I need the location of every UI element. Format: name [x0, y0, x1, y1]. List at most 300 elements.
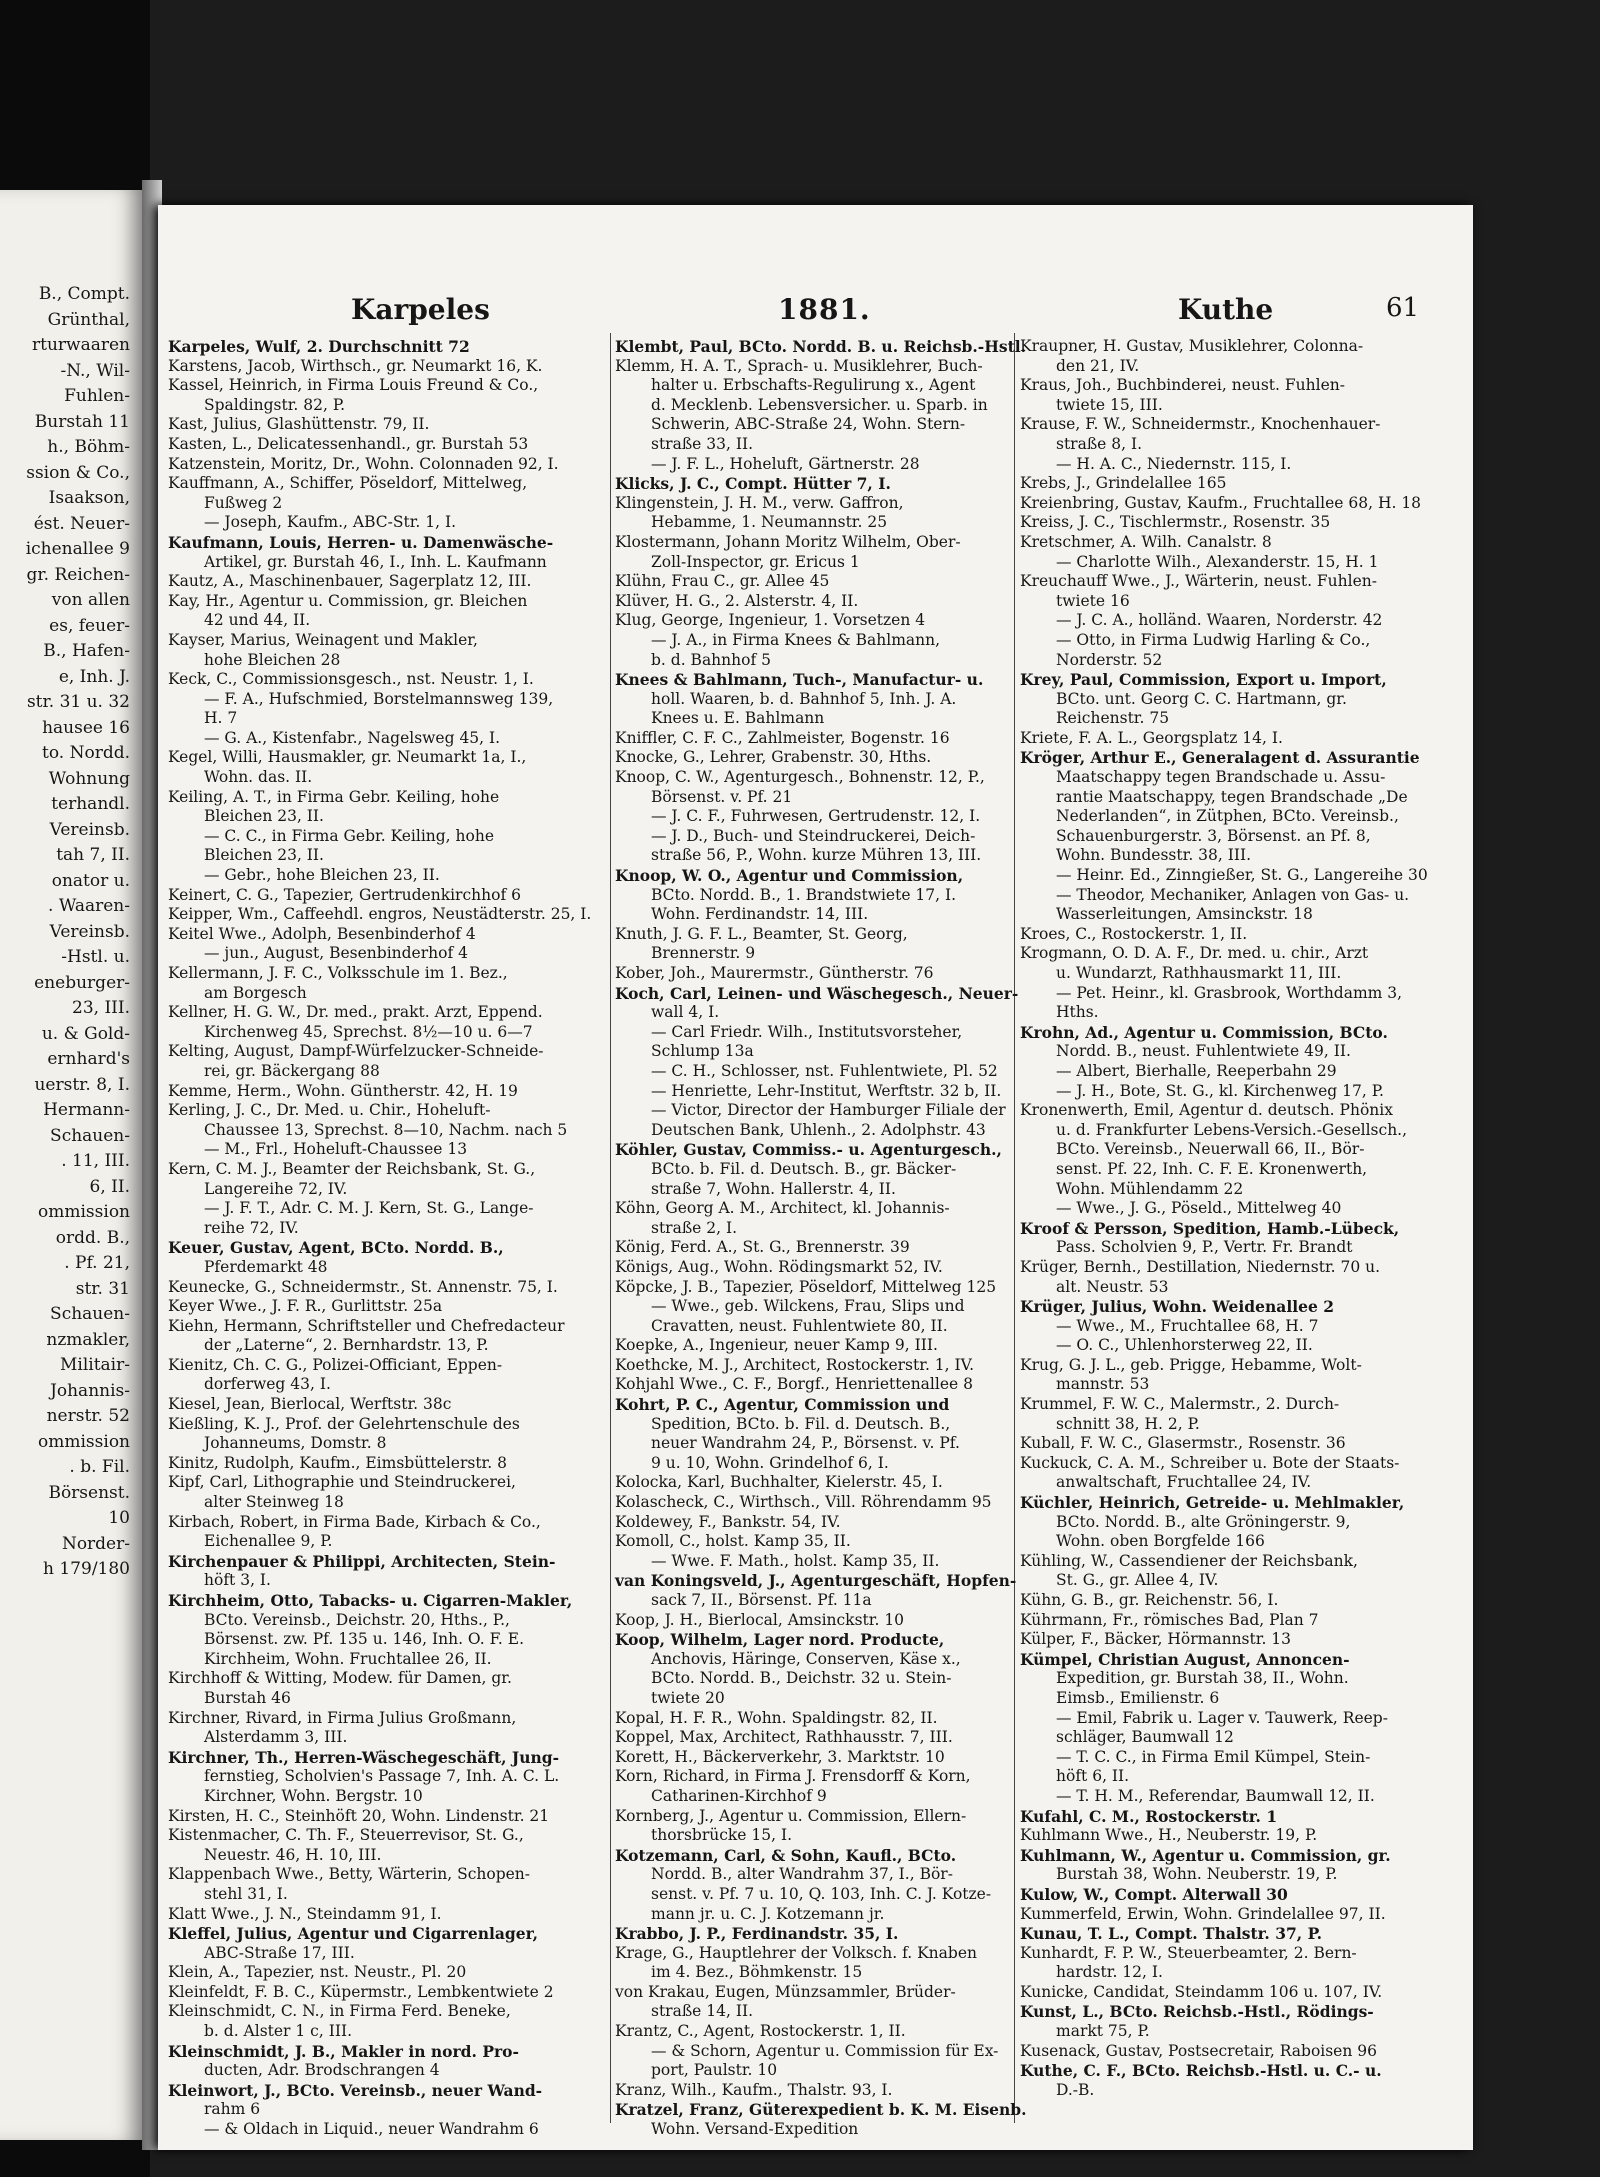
directory-entry-line: straße 2, I.: [651, 1218, 738, 1237]
directory-entry-line: — J. D., Buch- und Steindruckerei, Deich-: [651, 826, 976, 845]
left-page-fragment: to. Nordd.: [42, 743, 130, 763]
directory-entry-line: Kober, Joh., Maurermstr., Güntherstr. 76: [615, 964, 934, 982]
directory-entry-line: Kirbach, Robert, in Firma Bade, Kirbach & Co.,: [168, 1512, 541, 1531]
directory-entry-line: BCto. Vereinsb., Neuerwall 66, II., Bör-: [1056, 1140, 1365, 1159]
left-page-fragment: onator u.: [51, 870, 130, 891]
left-page-fragment: Wohnung: [48, 768, 130, 789]
header-right-catchword: Kuthe: [1178, 293, 1274, 326]
directory-entry-line: alter Steinweg 18: [204, 1493, 344, 1512]
directory-entry-line: Hths.: [1056, 1003, 1099, 1022]
directory-entry-line: b. d. Bahnhof 5: [651, 650, 771, 669]
directory-entry-line: — Wwe., J. G., Pöseld., Mittelweg 40: [1056, 1199, 1342, 1218]
directory-entry-line: Kohjahl Wwe., C. F., Borgf., Henriettenallee 8: [615, 1375, 973, 1394]
directory-entry-line: — C. C., in Firma Gebr. Keiling, hohe: [204, 826, 495, 845]
directory-entry-line: Alsterdamm 3, III.: [204, 1728, 348, 1747]
left-page-fragment: Hermann-: [43, 1100, 130, 1120]
directory-entry-line: Krantz, C., Agent, Rostockerstr. 1, II.: [615, 2022, 906, 2041]
directory-entry-line: Artikel, gr. Burstah 46, I., Inh. L. Kaufmann: [204, 552, 547, 571]
directory-entry-line: Komoll, C., holst. Kamp 35, II.: [615, 1532, 851, 1551]
left-page-fragment: Norder-: [61, 1533, 130, 1554]
left-page-fragment: . Waaren-: [48, 896, 130, 916]
directory-entry-line: Koethcke, M. J., Architect, Rostockerstr. 1, IV.: [615, 1355, 975, 1374]
directory-entry-line: Karstens, Jacob, Wirthsch., gr. Neumarkt 16, K.: [168, 356, 543, 375]
directory-entry-line: Catharinen-Kirchhof 9: [651, 1786, 827, 1805]
directory-entry-line: — G. A., Kistenfabr., Nagelsweg 45, I.: [204, 728, 501, 747]
directory-entry-line: Kießling, K. J., Prof. der Gelehrtenschule des: [168, 1414, 520, 1433]
directory-column-3: [1020, 337, 1428, 2127]
directory-entry-line: Königs, Aug., Wohn. Rödingsmarkt 52, IV.: [615, 1257, 943, 1276]
directory-entry-line: Kirchheim, Wohn. Fruchtallee 26, II.: [204, 1649, 492, 1668]
directory-entry-line: ducten, Adr. Brodschrangen 4: [204, 2061, 440, 2080]
directory-entry-line: Klembt, Paul, BCto. Nordd. B. u. Reichsb.-Hstl.: [615, 337, 1027, 356]
directory-entry-line: Kronenwerth, Emil, Agentur d. deutsch. Phönix: [1020, 1101, 1393, 1120]
header-year: 1881.: [778, 293, 871, 326]
directory-entry-line: Kreienbring, Gustav, Kaufm., Fruchtallee 68, H. 18: [1020, 493, 1422, 512]
page-header: [158, 293, 1473, 333]
directory-entry-line: — J. C. A., holländ. Waaren, Norderstr. 42: [1056, 611, 1383, 630]
left-page-fragment: rturwaaren: [32, 335, 130, 355]
left-page-fragment: -Hstl. u.: [61, 947, 130, 967]
directory-entry-line: Kuball, F. W. C., Glasermstr., Rosenstr. 36: [1020, 1434, 1346, 1453]
directory-entry-line: Koop, Wilhelm, Lager nord. Producte,: [615, 1630, 945, 1650]
directory-entry-line: Norderstr. 52: [1056, 650, 1163, 669]
header-left-catchword: Karpeles: [351, 293, 490, 326]
directory-entry-line: Krüger, Julius, Wohn. Weidenallee 2: [1020, 1297, 1335, 1317]
directory-entry-line: Keck, C., Commissionsgesch., nst. Neustr. 1, I.: [168, 670, 534, 689]
directory-entry-line: Krebs, J., Grindelallee 165: [1020, 474, 1227, 493]
directory-entry-line: den 21, IV.: [1056, 356, 1140, 375]
left-page-fragment: h 179/180: [43, 1559, 130, 1579]
directory-entry-line: van Koningsveld, J., Agenturgeschäft, Hopfen-: [615, 1571, 1017, 1591]
directory-entry-line: — H. A. C., Niedernstr. 115, I.: [1056, 454, 1292, 473]
directory-entry-line: reihe 72, IV.: [204, 1218, 299, 1237]
directory-entry-line: — J. H., Bote, St. G., kl. Kirchenweg 17, P.: [1056, 1081, 1384, 1100]
directory-entry-line: — Wwe., geb. Wilckens, Frau, Slips und: [651, 1297, 965, 1316]
left-page-fragment: B., Hafen-: [43, 641, 130, 661]
directory-entry-line: — Joseph, Kaufm., ABC-Str. 1, I.: [204, 513, 457, 532]
left-page-fragment: Schauen-: [50, 1125, 130, 1146]
directory-entry-line: höft 3, I.: [204, 1571, 271, 1590]
directory-entry-line: Kleinfeldt, F. B. C., Küpermstr., Lembkentwiete 2: [168, 1982, 554, 2001]
directory-entry-line: Kreiss, J. C., Tischlermstr., Rosenstr. 35: [1020, 513, 1331, 532]
directory-entry-line: — jun., August, Besenbinderhof 4: [204, 944, 468, 963]
left-page-fragment: ichenallee 9: [25, 539, 130, 559]
directory-entry-line: — O. C., Uhlenhorsterweg 22, II.: [1056, 1336, 1313, 1355]
directory-entry-line: Kniffler, C. F. C., Zahlmeister, Bogenstr. 16: [615, 728, 950, 747]
directory-entry-line: sack 7, II., Börsenst. Pf. 11a: [651, 1591, 872, 1609]
directory-entry-line: Wasserleitungen, Amsinckstr. 18: [1056, 905, 1313, 924]
directory-entry-line: Brennerstr. 9: [651, 944, 756, 963]
directory-entry-line: Kerling, J. C., Dr. Med. u. Chir., Hoheluft-: [168, 1101, 491, 1120]
directory-entry-line: Kinitz, Rudolph, Kaufm., Eimsbüttelerstr. 8: [168, 1453, 507, 1472]
left-page-fragment: Grünthal,: [47, 309, 130, 330]
directory-entry-line: Kraus, Joh., Buchbinderei, neust. Fuhlen-: [1020, 376, 1345, 395]
directory-entry-line: Kopal, H. F. R., Wohn. Spaldingstr. 82, II.: [615, 1708, 938, 1727]
directory-entry-line: Kiesel, Jean, Bierlocal, Werftstr. 38c: [168, 1395, 452, 1414]
directory-entry-line: — Charlotte Wilh., Alexanderstr. 15, H. 1: [1056, 552, 1379, 571]
left-page-fragment: ést. Neuer-: [33, 513, 130, 534]
directory-entry-line: schnitt 38, H. 2, P.: [1056, 1414, 1200, 1433]
left-page-fragment: Militair-: [60, 1355, 130, 1375]
directory-entry-line: Wohn. oben Borgfelde 166: [1056, 1532, 1265, 1551]
left-page-fragment: str. 31 u. 32: [26, 692, 130, 712]
directory-entry-line: Keinert, C. G., Tapezier, Gertrudenkirchhof 6: [168, 885, 521, 904]
directory-entry-line: Klemm, H. A. T., Sprach- u. Musiklehrer, Buch-: [615, 356, 983, 375]
directory-entry-line: u. d. Frankfurter Lebens-Versich.-Gesellsch.,: [1056, 1120, 1408, 1139]
directory-entry-line: Kröger, Arthur E., Generalagent d. Assurantie: [1020, 748, 1420, 768]
left-page-edge: [0, 190, 142, 2140]
directory-entry-line: — Heinr. Ed., Zinngießer, St. G., Langereihe 30: [1056, 866, 1428, 885]
directory-entry-line: Kriete, F. A. L., Georgsplatz 14, I.: [1020, 728, 1283, 747]
directory-entry-line: port, Paulstr. 10: [651, 2061, 778, 2080]
directory-entry-line: Klüver, H. G., 2. Alsterstr. 4, II.: [615, 591, 859, 610]
directory-entry-line: Keipper, Wm., Caffeehdl. engros, Neustädterstr. 25, I.: [168, 905, 592, 924]
directory-entry-line: — Wwe., M., Fruchtallee 68, H. 7: [1056, 1316, 1319, 1335]
directory-entry-line: anwaltschaft, Fruchtallee 24, IV.: [1056, 1473, 1312, 1492]
directory-entry-line: — Otto, in Firma Ludwig Harling & Co.,: [1056, 630, 1371, 649]
directory-entry-line: — J. A., in Firma Knees & Bahlmann,: [651, 630, 941, 649]
directory-entry-line: Eimsb., Emilienstr. 6: [1056, 1688, 1220, 1707]
left-page-fragment: B., Compt.: [38, 284, 130, 304]
directory-entry-line: Kellner, H. G. W., Dr. med., prakt. Arzt, Eppend.: [168, 1003, 543, 1022]
directory-entry-line: — Henriette, Lehr-Institut, Werftstr. 32 b, II.: [651, 1081, 1002, 1100]
directory-entry-line: Kulow, W., Compt. Alterwall 30: [1020, 1884, 1288, 1904]
directory-entry-line: Kroes, C., Rostockerstr. 1, II.: [1020, 924, 1248, 943]
directory-entry-line: Klostermann, Johann Moritz Wilhelm, Ober-: [615, 532, 961, 551]
directory-entry-line: hardstr. 12, I.: [1056, 1963, 1163, 1982]
directory-entry-line: Koppel, Max, Architect, Rathhausstr. 7, III.: [615, 1728, 953, 1747]
directory-entry-line: — Gebr., hohe Bleichen 23, II.: [204, 866, 440, 885]
left-page-fragment: . Pf. 21,: [64, 1253, 130, 1273]
directory-entry-line: Krummel, F. W. C., Malermstr., 2. Durch-: [1020, 1395, 1340, 1414]
directory-entry-line: Kühn, G. B., gr. Reichenstr. 56, I.: [1020, 1591, 1279, 1609]
directory-entry-line: Knoop, C. W., Agenturgesch., Bohnenstr. 12, P.,: [615, 768, 985, 787]
page-number: 61: [1386, 293, 1420, 323]
directory-column-2: [615, 337, 1027, 2139]
directory-entry-line: Kast, Julius, Glashüttenstr. 79, II.: [168, 415, 430, 434]
directory-entry-line: Kuhlmann Wwe., H., Neuberstr. 19, P.: [1020, 1826, 1318, 1845]
directory-entry-line: Krause, F. W., Schneidermstr., Knochenhauer-: [1020, 415, 1381, 434]
directory-entry-line: Kegel, Willi, Hausmakler, gr. Neumarkt 1a, I.,: [168, 748, 527, 767]
directory-entry-line: straße 56, P., Wohn. kurze Mühren 13, III.: [651, 846, 982, 865]
left-page-fragment: Johannis-: [50, 1380, 130, 1401]
directory-entry-line: D.-B.: [1056, 2080, 1095, 2099]
directory-entry-line: Kunhardt, F. P. W., Steuerbeamter, 2. Bern-: [1020, 1943, 1357, 1962]
directory-entry-line: Kümpel, Christian August, Annoncen-: [1020, 1649, 1350, 1669]
directory-entry-line: Maatschappy tegen Brandschade u. Assu-: [1056, 768, 1386, 787]
directory-entry-line: — & Schorn, Agentur u. Commission für Ex-: [651, 2041, 999, 2060]
left-page-fragment: nzmakler,: [46, 1329, 130, 1350]
left-page-fragment: uerstr. 8, I.: [34, 1074, 130, 1095]
directory-entry-line: Kayser, Marius, Weinagent und Makler,: [168, 630, 478, 649]
directory-entry-line: Krabbo, J. P., Ferdinandstr. 35, I.: [615, 1924, 899, 1944]
directory-entry-line: der „Laterne“, 2. Bernhardstr. 13, P.: [204, 1336, 489, 1355]
left-page-fragment: e, Inh. J.: [58, 666, 130, 687]
directory-entry-line: Kienitz, Ch. C. G., Polizei-Officiant, Eppen-: [168, 1355, 503, 1374]
directory-entry-line: Koepke, A., Ingenieur, neuer Kamp 9, III.: [615, 1336, 938, 1355]
directory-entry-line: mannstr. 53: [1056, 1375, 1150, 1394]
directory-entry-line: Klühn, Frau C., gr. Allee 45: [615, 572, 830, 591]
directory-entry-line: d. Mecklenb. Lebensversicher. u. Sparb. in: [651, 395, 988, 414]
left-page-fragment: Isaakson,: [48, 488, 130, 508]
directory-entry-line: Cravatten, neust. Fuhlentwiete 80, II.: [651, 1316, 948, 1335]
left-page-fragment: gr. Reichen-: [26, 564, 130, 585]
directory-entry-line: 42 und 44, II.: [204, 611, 311, 630]
left-page-fragment: u. & Gold-: [41, 1023, 130, 1044]
directory-entry-line: — Theodor, Mechaniker, Anlagen von Gas- u.: [1056, 885, 1410, 904]
directory-entry-line: Kaufmann, Louis, Herren- u. Damenwäsche-: [168, 532, 554, 552]
directory-entry-line: Kemme, Herm., Wohn. Güntherstr. 42, H. 19: [168, 1081, 518, 1100]
directory-entry-line: BCto. Nordd. B., 1. Brandstwiete 17, I.: [651, 885, 957, 904]
directory-entry-line: Kranz, Wilh., Kaufm., Thalstr. 93, I.: [615, 2080, 893, 2099]
directory-entry-line: Kleinschmidt, J. B., Makler in nord. Pro-: [168, 2041, 519, 2061]
directory-entry-line: — F. A., Hufschmied, Borstelmannsweg 139,: [204, 689, 554, 708]
directory-entry-line: Kleinwort, J., BCto. Vereinsb., neuer Wand-: [168, 2080, 543, 2100]
directory-entry-line: schläger, Baumwall 12: [1056, 1728, 1234, 1747]
directory-entry-line: BCto. Nordd. B., Deichstr. 32 u. Stein-: [651, 1669, 952, 1688]
directory-entry-line: Kroof & Persson, Spedition, Hamb.-Lübeck,: [1020, 1218, 1400, 1238]
directory-entry-line: senst. v. Pf. 7 u. 10, Q. 103, Inh. C. J. Kotze-: [651, 1884, 992, 1903]
directory-entry-line: Knees & Bahlmann, Tuch-, Manufactur- u.: [615, 670, 984, 690]
directory-entry-line: Knees u. E. Bahlmann: [651, 709, 825, 728]
directory-entry-line: Kautz, A., Maschinenbauer, Sagerplatz 12, III.: [168, 572, 532, 591]
directory-entry-line: Kreuchauff Wwe., J., Wärterin, neust. Fuhlen-: [1020, 572, 1377, 591]
directory-entry-line: Kirchner, Th., Herren-Wäschegeschäft, Jung-: [168, 1747, 560, 1767]
directory-entry-line: im 4. Bez., Böhmkenstr. 15: [651, 1963, 863, 1982]
directory-entry-line: Kornberg, J., Agentur u. Commission, Ellern-: [615, 1806, 967, 1825]
directory-entry-line: u. Wundarzt, Rathhausmarkt 11, III.: [1056, 964, 1342, 982]
directory-entry-line: Keiling, A. T., in Firma Gebr. Keiling, hohe: [168, 787, 500, 806]
directory-entry-line: Kretschmer, A. Wilh. Canalstr. 8: [1020, 532, 1272, 551]
directory-entry-line: twiete 16: [1056, 591, 1130, 610]
directory-entry-line: Krogmann, O. D. A. F., Dr. med. u. chir., Arzt: [1020, 944, 1369, 963]
directory-entry-line: Reichenstr. 75: [1056, 709, 1170, 728]
directory-entry-line: Deutschen Bank, Uhlenh., 2. Adolphstr. 43: [651, 1120, 986, 1139]
directory-entry-line: Wohn. Bundesstr. 38, III.: [1056, 846, 1252, 865]
directory-entry-line: Klicks, J. C., Compt. Hütter 7, I.: [615, 474, 891, 494]
left-page-fragment: -N., Wil-: [60, 360, 130, 381]
directory-entry-line: — Emil, Fabrik u. Lager v. Tauwerk, Reep-: [1056, 1708, 1388, 1727]
left-page-fragment: Fuhlen-: [64, 386, 130, 406]
directory-entry-line: Nederlanden“, in Zütphen, BCto. Vereinsb.,: [1056, 807, 1399, 826]
directory-entry-line: Kuckuck, C. A. M., Schreiber u. Bote der Staats-: [1020, 1453, 1400, 1472]
directory-entry-line: Küchler, Heinrich, Getreide- u. Mehlmakler,: [1020, 1493, 1405, 1513]
directory-entry-line: Nordd. B., neust. Fuhlentwiete 49, II.: [1056, 1042, 1351, 1061]
directory-entry-line: Schauenburgerstr. 3, Börsenst. an Pf. 8,: [1056, 826, 1371, 845]
directory-entry-line: Expedition, gr. Burstah 38, II., Wohn.: [1056, 1669, 1349, 1688]
left-page-fragment: . 11, III.: [61, 1151, 130, 1171]
directory-entry-line: rahm 6: [204, 2100, 261, 2119]
directory-entry-line: Kirchheim, Otto, Tabacks- u. Cigarren-Makler,: [168, 1591, 573, 1610]
directory-entry-line: Keitel Wwe., Adolph, Besenbinderhof 4: [168, 924, 476, 943]
directory-entry-line: Wohn. Ferdinandstr. 14, III.: [651, 905, 869, 924]
left-page-fragment: von allen: [51, 590, 130, 610]
directory-entry-line: Klein, A., Tapezier, nst. Neustr., Pl. 20: [168, 1963, 467, 1982]
directory-entry-line: Johanneums, Domstr. 8: [204, 1434, 387, 1453]
directory-entry-line: Kunst, L., BCto. Reichsb.-Hstl., Rödings-: [1020, 2002, 1374, 2022]
directory-entry-line: ABC-Straße 17, III.: [204, 1943, 355, 1962]
directory-entry-line: halter u. Erbschafts-Regulirung x., Agent: [651, 376, 976, 395]
directory-entry-line: Kohrt, P. C., Agentur, Commission und: [615, 1395, 950, 1415]
directory-entry-line: — J. F. T., Adr. C. M. J. Kern, St. G., Lange-: [204, 1199, 534, 1218]
directory-entry-line: Külper, F., Bäcker, Hörmannstr. 13: [1020, 1630, 1292, 1649]
directory-entry-line: rantie Maatschappy, tegen Brandschade „De: [1056, 787, 1408, 806]
directory-entry-line: Kirchhoff & Witting, Modew. für Damen, gr.: [168, 1669, 512, 1688]
directory-entry-line: Wohn. Versand-Expedition: [651, 2120, 859, 2139]
directory-entry-line: Fußweg 2: [204, 493, 283, 512]
directory-entry-line: Schwerin, ABC-Straße 24, Wohn. Stern-: [651, 415, 966, 434]
directory-entry-line: Kiehn, Hermann, Schriftsteller und Chefredacteur: [168, 1316, 565, 1335]
directory-entry-line: am Borgesch: [204, 983, 307, 1002]
directory-entry-line: stehl 31, I.: [204, 1884, 288, 1903]
directory-entry-line: Börsenst. v. Pf. 21: [651, 787, 793, 806]
directory-entry-line: twiete 15, III.: [1056, 395, 1163, 414]
directory-entry-line: Kunau, T. L., Compt. Thalstr. 37, P.: [1020, 1924, 1323, 1944]
left-page-fragment: . b. Fil.: [69, 1457, 130, 1477]
directory-entry-line: — Pet. Heinr., kl. Grasbrook, Worthdamm 3,: [1056, 983, 1403, 1002]
directory-entry-line: Kleffel, Julius, Agentur und Cigarrenlager,: [168, 1924, 539, 1944]
directory-entry-line: — T. H. M., Referendar, Baumwall 12, II.: [1056, 1786, 1375, 1805]
directory-entry-line: straße 33, II.: [651, 434, 754, 453]
directory-entry-line: Kleinschmidt, C. N., in Firma Ferd. Beneke,: [168, 2002, 511, 2021]
directory-entry-line: Kotzemann, Carl, & Sohn, Kaufl., BCto.: [615, 1845, 957, 1865]
directory-entry-line: Kührmann, Fr., römisches Bad, Plan 7: [1020, 1610, 1319, 1629]
directory-entry-line: Spedition, BCto. b. Fil. d. Deutsch. B.,: [651, 1414, 951, 1433]
directory-entry-line: twiete 20: [651, 1688, 725, 1707]
directory-entry-line: holl. Waaren, b. d. Bahnhof 5, Inh. J. A.: [651, 689, 957, 708]
directory-entry-line: Zoll-Inspector, gr. Ericus 1: [651, 552, 860, 571]
directory-entry-line: — J. C. F., Fuhrwesen, Gertrudenstr. 12, I.: [651, 807, 981, 826]
left-page-fragment: ssion & Co.,: [26, 462, 130, 483]
directory-entry-line: BCto. b. Fil. d. Deutsch. B., gr. Bäcker-: [651, 1159, 957, 1178]
directory-entry-line: Kelting, August, Dampf-Würfelzucker-Schneide-: [168, 1042, 544, 1061]
directory-entry-line: straße 8, I.: [1056, 434, 1143, 453]
directory-entry-line: Klingenstein, J. H. M., verw. Gaffron,: [615, 493, 904, 512]
directory-entry-line: Kuthe, C. F., BCto. Reichsb.-Hstl. u. C.- u.: [1020, 2061, 1382, 2081]
directory-entry-line: König, Ferd. A., St. G., Brennerstr. 39: [615, 1238, 910, 1257]
directory-entry-line: — Carl Friedr. Wilh., Institutsvorsteher,: [651, 1022, 963, 1041]
directory-entry-line: Klatt Wwe., J. N., Steindamm 91, I.: [168, 1904, 442, 1923]
directory-entry-line: hohe Bleichen 28: [204, 650, 341, 669]
directory-entry-line: Kufahl, C. M., Rostockerstr. 1: [1020, 1806, 1278, 1826]
left-page-fragment: Schauen-: [50, 1304, 130, 1324]
directory-entry-line: Kay, Hr., Agentur u. Commission, gr. Bleichen: [168, 591, 528, 610]
directory-entry-line: BCto. Nordd. B., alte Gröningerstr. 9,: [1056, 1512, 1351, 1531]
left-page-fragment: ordd. B.,: [55, 1227, 130, 1248]
directory-entry-line: Keuer, Gustav, Agent, BCto. Nordd. B.,: [168, 1238, 504, 1258]
left-page-fragment: 6, II.: [89, 1176, 130, 1197]
left-page-fragment: terhandl.: [51, 794, 130, 814]
directory-entry-line: Kirchner, Wohn. Bergstr. 10: [204, 1786, 423, 1805]
directory-entry-line: Kistenmacher, C. Th. F., Steuerrevisor, St. G.,: [168, 1826, 524, 1845]
directory-entry-line: — Wwe. F. Math., holst. Kamp 35, II.: [651, 1551, 940, 1570]
directory-entry-line: Korett, H., Bäckerverkehr, 3. Marktstr. 10: [615, 1747, 945, 1766]
directory-entry-line: Katzenstein, Moritz, Dr., Wohn. Colonnaden 92, I.: [168, 454, 559, 473]
left-page-fragment: tah 7, II.: [56, 845, 130, 865]
directory-entry-line: H. 7: [204, 709, 238, 728]
left-page-fragment: Burstah 11: [34, 411, 130, 432]
directory-entry-line: Köhler, Gustav, Commiss.- u. Agenturgesch.,: [615, 1140, 1002, 1160]
directory-entry-line: Kern, C. M. J., Beamter der Reichsbank, St. G.,: [168, 1159, 536, 1178]
directory-entry-line: Kolascheck, C., Wirthsch., Vill. Röhrendamm 95: [615, 1493, 992, 1512]
left-page-fragment: ommission: [38, 1202, 130, 1222]
directory-entry-line: BCto. unt. Georg C. C. Hartmann, gr.: [1056, 689, 1347, 708]
left-page-fragment: ernhard's: [47, 1049, 130, 1069]
left-page-fragment: es, feuer-: [49, 615, 130, 636]
directory-entry-line: thorsbrücke 15, I.: [651, 1826, 793, 1845]
directory-entry-line: Kirsten, H. C., Steinhöft 20, Wohn. Lindenstr. 21: [168, 1806, 550, 1825]
directory-entry-line: Neuestr. 46, H. 10, III.: [204, 1845, 382, 1864]
directory-entry-line: Hebamme, 1. Neumannstr. 25: [651, 513, 888, 532]
directory-entry-line: Knuth, J. G. F. L., Beamter, St. Georg,: [615, 924, 908, 943]
directory-entry-line: — Albert, Bierhalle, Reeperbahn 29: [1056, 1061, 1337, 1080]
directory-entry-line: fernstieg, Scholvien's Passage 7, Inh. A. C. L.: [204, 1767, 560, 1786]
directory-entry-line: Krey, Paul, Commission, Export u. Import,: [1020, 670, 1387, 690]
directory-entry-line: — Victor, Director der Hamburger Filiale der: [651, 1101, 1006, 1120]
directory-entry-line: senst. Pf. 22, Inh. C. F. E. Kronenwerth,: [1056, 1159, 1368, 1178]
directory-entry-line: Koldewey, F., Bankstr. 54, IV.: [615, 1512, 841, 1531]
left-page-fragment: ommission: [38, 1431, 130, 1452]
directory-entry-line: Wohn. das. II.: [204, 768, 313, 787]
left-page-fragment: Vereinsb.: [49, 921, 130, 942]
directory-entry-line: mann jr. u. C. J. Kotzemann jr.: [651, 1904, 885, 1923]
directory-entry-line: b. d. Alster 1 c, III.: [204, 2022, 353, 2041]
directory-entry-line: Köpcke, J. B., Tapezier, Pöseldorf, Mittelweg 125: [615, 1277, 997, 1296]
directory-entry-line: Burstah 46: [204, 1688, 291, 1707]
left-page-text-strip: [0, 190, 142, 1583]
directory-entry-line: Nordd. B., alter Wandrahm 37, I., Bör-: [651, 1865, 953, 1884]
left-page-fragment: h., Böhm-: [47, 437, 130, 457]
directory-entry-line: straße 14, II.: [651, 2002, 754, 2021]
directory-entry-line: Keunecke, G., Schneidermstr., St. Annenstr. 75, I.: [168, 1277, 558, 1296]
directory-entry-line: Schlump 13a: [651, 1042, 754, 1061]
directory-entry-line: Kolocka, Karl, Buchhalter, Kielerstr. 45, I.: [615, 1473, 943, 1492]
directory-entry-line: Kraupner, H. Gustav, Musiklehrer, Colonna-: [1020, 337, 1364, 355]
left-page-fragment: hausee 16: [42, 717, 130, 738]
left-page-fragment: eneburger-: [34, 972, 130, 993]
directory-entry-line: dorferweg 43, I.: [204, 1375, 331, 1394]
directory-entry-line: Krage, G., Hauptlehrer der Volksch. f. Knaben: [615, 1943, 977, 1962]
directory-page: [158, 205, 1473, 2150]
directory-entry-line: Kassel, Heinrich, in Firma Louis Freund & Co.,: [168, 376, 539, 395]
directory-entry-line: Knocke, G., Lehrer, Grabenstr. 30, Hths.: [615, 748, 932, 767]
directory-entry-line: Bleichen 23, II.: [204, 846, 324, 865]
directory-entry-line: alt. Neustr. 53: [1056, 1277, 1169, 1296]
directory-entry-line: BCto. Vereinsb., Deichstr. 20, Hths., P.,: [204, 1610, 510, 1629]
directory-entry-line: Wohn. Mühlendamm 22: [1056, 1179, 1244, 1198]
directory-entry-line: — C. H., Schlosser, nst. Fuhlentwiete, Pl. 52: [651, 1061, 998, 1080]
directory-entry-line: Kasten, L., Delicatessenhandl., gr. Burstah 53: [168, 434, 529, 453]
directory-entry-line: von Krakau, Eugen, Münzsammler, Brüder-: [615, 1982, 956, 2001]
directory-entry-line: Klug, George, Ingenieur, 1. Vorsetzen 4: [615, 611, 926, 630]
directory-entry-line: — T. C. C., in Firma Emil Kümpel, Stein-: [1056, 1747, 1371, 1766]
directory-entry-line: Krohn, Ad., Agentur u. Commission, BCto.: [1020, 1022, 1388, 1042]
directory-entry-line: Köhn, Georg A. M., Architect, kl. Johannis-: [615, 1199, 950, 1218]
directory-entry-line: Kipf, Carl, Lithographie und Steindruckerei,: [168, 1473, 516, 1492]
directory-entry-line: Krüger, Bernh., Destillation, Niedernstr. 70 u.: [1020, 1257, 1381, 1276]
directory-column-1: [168, 337, 592, 2139]
directory-entry-line: St. G., gr. Allee 4, IV.: [1056, 1571, 1219, 1590]
directory-entry-line: rei, gr. Bäckergang 88: [204, 1061, 380, 1080]
directory-entry-line: Chaussee 13, Sprechst. 8—10, Nachm. nach 5: [204, 1120, 568, 1139]
directory-entry-line: Knoop, W. O., Agentur und Commission,: [615, 866, 964, 886]
directory-entry-line: — M., Frl., Hoheluft-Chaussee 13: [204, 1140, 468, 1159]
directory-entry-line: Kirchner, Rivard, in Firma Julius Großmann,: [168, 1708, 517, 1727]
left-page-fragment: nerstr. 52: [46, 1406, 130, 1426]
directory-entry-line: Kauffmann, A., Schiffer, Pöseldorf, Mittelweg,: [168, 474, 528, 493]
directory-entry-line: Kirchenpauer & Philippi, Architecten, Stein-: [168, 1551, 556, 1571]
directory-entry-line: — J. F. L., Hoheluft, Gärtnerstr. 28: [651, 454, 920, 473]
